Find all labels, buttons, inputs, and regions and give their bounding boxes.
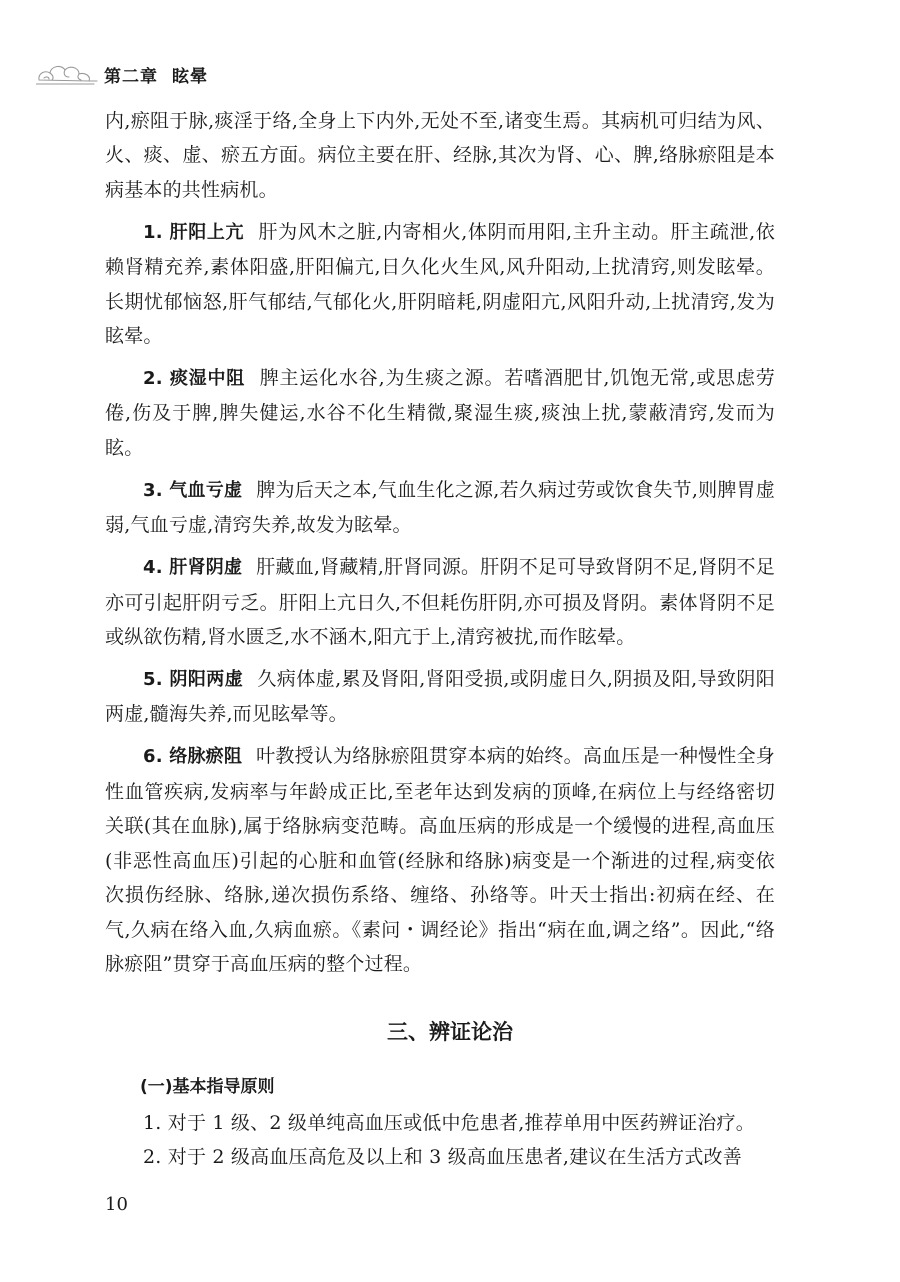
cause-title: 阴阳两虚 <box>169 669 244 691</box>
cause-paragraph-4 <box>105 550 775 654</box>
cause-label <box>143 557 242 578</box>
cause-paragraph-2 <box>105 361 775 465</box>
intro-paragraph: 内,瘀阻于脉,痰淫于络,全身上下内外,无处不至,诸变生焉。其病机可归结为风、火、痰、虚、瘀五方面。病位主要在肝、经脉,其次为肾、心、脾,络脉瘀阻是本病基本的共性病机。 <box>105 110 775 201</box>
section-heading: 三、辨证论治 <box>387 1020 513 1044</box>
page-number: 10 <box>105 1194 128 1215</box>
chapter-title: 眩晕 <box>172 67 208 87</box>
cause-text: 肝为风木之脏,内寄相火,体阴而用阳,主升主动。肝主疏泄,依赖肾精充养,素体阳盛,肝阳偏亢,日久化火生风,风升阳动,上扰清窍,则发眩晕。长期忧郁恼怒,肝气郁结,气郁化火,肝阴暗耗,阴虚阳亢,风阳升动,上扰清窍,发为眩晕。 <box>105 220 775 348</box>
cause-label <box>143 368 245 389</box>
cause-title: 气血亏虚 <box>169 479 243 501</box>
cause-number: 6. <box>143 746 163 768</box>
cause-text: 久病体虚,累及肾阳,肾阳受损,或阴虚日久,阴损及阳,导致阴阳两虚,髓海失养,而见眩晕等。 <box>105 668 775 726</box>
cause-paragraph-5 <box>105 662 775 732</box>
cause-paragraph-6 <box>105 739 775 981</box>
running-header <box>36 58 796 90</box>
cause-paragraph-3 <box>105 473 775 543</box>
cause-label <box>143 746 242 767</box>
cause-text: 脾为后天之本,气血生化之源,若久病过劳或饮食失节,则脾胃虚弱,气血亏虚,清窍失养,故发为眩晕。 <box>105 478 775 537</box>
subsection-heading: (一)基本指导原则 <box>140 1077 275 1097</box>
cause-text: 脾主运化水谷,为生痰之源。若嗜酒肥甘,饥饱无常,或思虑劳倦,伤及于脾,脾失健运,水谷不化生精微,聚湿生痰,痰浊上扰,蒙蔽清窍,发而为眩。 <box>105 367 776 459</box>
chapter-number: 第二章 <box>104 67 158 87</box>
principles-list <box>105 1106 775 1175</box>
cause-number: 1. <box>143 221 163 243</box>
main-text <box>105 104 775 989</box>
cause-label <box>143 669 243 690</box>
list-item: 2. 对于 2 级高血压高危及以上和 3 级高血压患者,建议在生活方式改善 <box>143 1146 742 1169</box>
cause-number: 4. <box>143 557 163 579</box>
cause-number: 2. <box>143 368 163 390</box>
cause-number: 5. <box>143 669 163 691</box>
chapter-heading <box>104 62 208 87</box>
cause-title: 络脉瘀阻 <box>169 746 243 768</box>
cause-text: 肝藏血,肾藏精,肝肾同源。肝阴不足可导致肾阴不足,肾阴不足亦可引起肝阴亏乏。肝阳上亢日久,不但耗伤肝阴,亦可损及肾阴。素体肾阴不足或纵欲伤精,肾水匮乏,水不涵木,阳亢于上,清窍被扰,而作眩晕。 <box>105 556 775 649</box>
cause-number: 3. <box>143 479 163 501</box>
cause-label <box>143 222 244 243</box>
cause-title: 肝肾阴虚 <box>169 557 243 579</box>
cause-label <box>143 480 242 501</box>
list-item: 1. 对于 1 级、2 级单纯高血压或低中危患者,推荐单用中医药辨证治疗。 <box>143 1112 755 1134</box>
cause-text: 叶教授认为络脉瘀阻贯穿本病的始终。高血压是一种慢性全身性血管疾病,发病率与年龄成正比,至老年达到发病的顶峰,在病位上与经络密切关联(其在血脉),属于络脉病变范畴。高血压病的形成是一个缓慢的进程,高血压(非恶性高血压)引起的心脏和血管(经脉和络脉)病变是一个渐进的过程,病变依次损伤经脉、络脉,递次损伤系络、缠络、孙络等。叶天士指出:初病在经、在气,久病在络入血,久病血瘀。《素问・调经论》指出“病在血,调之络”。因此,“络脉瘀阻”贯穿于高血压病的整个过程。 <box>105 745 775 975</box>
cause-title: 肝阳上亢 <box>169 221 245 243</box>
cause-paragraph-1 <box>105 215 775 354</box>
cause-title: 痰湿中阻 <box>169 368 246 390</box>
cloud-ornament-icon <box>36 60 98 88</box>
